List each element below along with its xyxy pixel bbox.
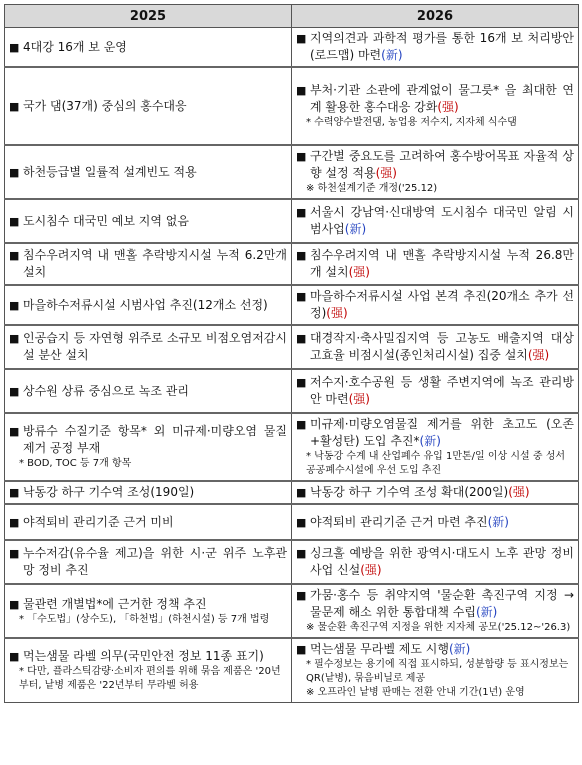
bullet-icon: ■ <box>296 150 307 163</box>
item-line <box>296 587 574 621</box>
footnote: * 낙동강 수계 내 산업폐수 유입 1만톤/일 이상 시설 중 성서공공폐수시설에 우선 도입 추진 <box>306 451 566 476</box>
item-line <box>296 545 574 579</box>
table-row <box>5 638 579 703</box>
item-main-text: 상수원 상류 중심으로 녹조 관리 <box>23 383 189 398</box>
item-main-text: 부처·기관 소관에 관계없이 물그릇* 을 최대한 연계 활용한 홍수대응 강화 <box>310 83 574 114</box>
new-tag: (新) <box>475 605 498 619</box>
table-row <box>5 413 579 481</box>
item-line <box>9 39 287 56</box>
cell-2025 <box>5 504 292 540</box>
cell-2025 <box>5 145 292 199</box>
item-line <box>9 213 287 230</box>
bullet-icon: ■ <box>296 589 307 602</box>
bullet-icon: ■ <box>296 547 307 560</box>
item-main-text: 인공습지 등 자연형 위주로 소규모 비점오염저감시설 분산 설치 <box>23 331 287 362</box>
cell-2025 <box>5 199 292 243</box>
item-main-text: 저수지·호수공원 등 생활 주변지역에 녹조 관리방안 마련 <box>310 375 574 406</box>
new-tag: (新) <box>448 642 471 656</box>
bullet-icon: ■ <box>9 425 20 438</box>
item-text <box>23 297 287 314</box>
cell-2025 <box>5 584 292 638</box>
policy-comparison-table <box>4 4 579 703</box>
strengthen-tag: (强) <box>348 265 370 279</box>
cell-2026 <box>292 413 579 481</box>
footnote: * BOD, TOC 등 7개 항목 <box>19 458 132 469</box>
item-main-text: 방류수 수질기준 항목* 외 미규제·미량오염 물질 제거 공정 부재 <box>23 424 287 455</box>
footnote: * 필수정보는 용기에 직접 표시하되, 성분함량 등 표시정보는 QR(낱병), 묶음비닐로 제공 <box>306 659 569 684</box>
strengthen-tag: (强) <box>326 306 348 320</box>
item-main-text: 서울시 강남역·신대방역 도시침수 대국민 알림 시범사업 <box>310 205 574 236</box>
item-main-text: 국가 댐(37개) 중심의 홍수대응 <box>23 98 187 113</box>
item-line <box>296 30 574 64</box>
item-text <box>310 641 574 658</box>
item-line <box>9 648 287 665</box>
cell-2025 <box>5 540 292 584</box>
item-line <box>9 514 287 531</box>
item-main-text: 야적퇴비 관리기준 근거 미비 <box>23 514 174 529</box>
bullet-icon: ■ <box>296 515 307 529</box>
cell-2026 <box>292 325 579 369</box>
item-line <box>296 204 574 238</box>
cell-2026 <box>292 584 579 638</box>
cell-2026 <box>292 540 579 584</box>
cell-2026 <box>292 504 579 540</box>
cell-2026 <box>292 67 579 145</box>
header-2026: 2026 <box>292 5 579 28</box>
bullet-icon: ■ <box>296 486 307 499</box>
cell-2026 <box>292 638 579 703</box>
item-text <box>23 247 287 281</box>
strengthen-tag: (强) <box>348 392 370 406</box>
cell-2025 <box>5 28 292 68</box>
bullet-icon: ■ <box>296 290 307 303</box>
item-text <box>310 374 574 408</box>
strengthen-tag: (强) <box>375 166 397 180</box>
item-main-text: 먹는샘물 라벨 의무(국민안전 정보 11종 표기) <box>23 649 264 663</box>
item-line <box>296 330 574 364</box>
footnote: ※ 물순환 촉진구역 지정을 위한 지자체 공모('25.12~'26.3) <box>306 622 571 633</box>
item-main-text: 마을하수저류시설 사업 본격 추진(20개소 추가 선정) <box>310 289 574 320</box>
footnote: ※ 하천설계기준 개정('25.12) <box>306 183 438 194</box>
item-text <box>310 288 574 322</box>
bullet-icon: ■ <box>296 249 307 262</box>
item-main-text: 먹는샘물 무라벨 제도 시행 <box>310 642 449 656</box>
table-row <box>5 199 579 243</box>
item-text <box>23 39 287 56</box>
item-text <box>23 330 287 364</box>
bullet-icon: ■ <box>296 643 307 656</box>
item-main-text: 침수우려지역 내 맨홀 추락방지시설 누적 6.2만개 설치 <box>23 248 287 279</box>
strengthen-tag: (强) <box>527 348 550 362</box>
item-line <box>9 297 287 314</box>
item-line <box>9 330 287 364</box>
table-row <box>5 504 579 540</box>
bullet-icon: ■ <box>9 384 20 398</box>
table-row <box>5 584 579 638</box>
item-text <box>23 164 287 181</box>
item-main-text: 낙동강 하구 기수역 조성 확대(200일) <box>310 485 509 499</box>
table-row <box>5 325 579 369</box>
item-line <box>9 484 287 501</box>
cell-2026 <box>292 369 579 413</box>
item-line <box>296 416 574 450</box>
table-row <box>5 67 579 145</box>
item-text <box>310 330 574 364</box>
bullet-icon: ■ <box>9 40 20 54</box>
item-text <box>23 596 287 613</box>
table-row <box>5 540 579 584</box>
item-main-text: 구간별 중요도를 고려하여 홍수방어목표 자율적 상향 설정 적용 <box>310 149 574 180</box>
footnote: * 다만, 플라스틱감량·소비자 편의를 위해 묶음 제품은 '20년부터, 낱병 제품은 '22년부터 무라벨 허용 <box>19 666 281 691</box>
table-row <box>5 243 579 285</box>
item-main-text: 지역의견과 과학적 평가를 통한 16개 보 처리방안(로드맵) 마련 <box>310 31 574 62</box>
bullet-icon: ■ <box>9 332 20 345</box>
new-tag: (新) <box>419 434 441 448</box>
footnote: ※ 오프라인 낱병 판매는 전환 안내 기간(1년) 운영 <box>306 687 525 698</box>
item-main-text: 도시침수 대국민 예보 지역 없음 <box>23 213 189 228</box>
item-line <box>9 247 287 281</box>
cell-2026 <box>292 145 579 199</box>
cell-2026 <box>292 285 579 325</box>
item-text <box>310 247 574 281</box>
item-main-text: 야적퇴비 관리기준 근거 마련 추진 <box>310 514 488 529</box>
item-line <box>9 98 287 115</box>
item-text <box>23 648 287 665</box>
item-text <box>23 545 287 579</box>
footnote: * 「수도법」(상수도), 「하천법」(하천시설) 등 7개 법령 <box>19 613 270 625</box>
item-main-text: 4대강 16개 보 운영 <box>23 39 127 54</box>
bullet-icon: ■ <box>9 99 20 113</box>
header-2025: 2025 <box>5 5 292 28</box>
item-text <box>23 383 287 400</box>
item-text <box>23 98 287 115</box>
strengthen-tag: (强) <box>437 100 459 114</box>
item-text <box>310 204 574 238</box>
item-text <box>310 416 574 450</box>
bullet-icon: ■ <box>9 249 20 262</box>
item-main-text: 미규제·미량오염물질 제거를 위한 초고도 (오존+활성탄) 도입 추진* <box>310 417 574 448</box>
cell-2026 <box>292 243 579 285</box>
item-text <box>310 587 574 621</box>
item-main-text: 누수저감(유수율 제고)을 위한 시·군 위주 노후관망 정비 추진 <box>23 546 287 577</box>
strengthen-tag: (强) <box>360 563 382 577</box>
item-main-text: 가뭄·홍수 등 취약지역 '물순환 촉진구역 지정 → 물문제 해소 위한 통합대책 수립 <box>310 588 574 619</box>
bullet-icon: ■ <box>9 597 20 611</box>
item-main-text: 대경작지·축사밀집지역 등 고농도 배출지역 대상 고효율 비점시설(종인처리시설) 집중 설치 <box>310 331 574 362</box>
item-main-text: 낙동강 하구 기수역 조성(190일) <box>23 485 195 499</box>
item-line <box>296 484 574 501</box>
item-text <box>310 148 574 182</box>
cell-2025 <box>5 325 292 369</box>
strengthen-tag: (强) <box>508 485 530 499</box>
table-row <box>5 481 579 504</box>
comparison-table-container <box>4 4 578 703</box>
table-header-row <box>5 5 579 28</box>
bullet-icon: ■ <box>9 486 20 499</box>
new-tag: (新) <box>344 222 367 236</box>
cell-2025 <box>5 285 292 325</box>
table-row <box>5 145 579 199</box>
table-row <box>5 285 579 325</box>
item-line <box>9 596 287 613</box>
item-main-text: 하천등급별 일률적 설계빈도 적용 <box>23 164 197 179</box>
table-row <box>5 28 579 68</box>
bullet-icon: ■ <box>9 298 20 312</box>
item-line <box>296 641 574 658</box>
footnote: * 수력양수발전댐, 농업용 저수지, 지자체 식수댐 <box>306 117 517 128</box>
item-line <box>9 423 287 457</box>
item-text <box>23 484 287 501</box>
bullet-icon: ■ <box>9 650 20 663</box>
cell-2025 <box>5 243 292 285</box>
item-line <box>296 374 574 408</box>
cell-2025 <box>5 481 292 504</box>
item-line <box>296 514 574 531</box>
bullet-icon: ■ <box>9 515 20 529</box>
item-text <box>23 423 287 457</box>
bullet-icon: ■ <box>9 165 20 179</box>
item-text <box>310 514 574 531</box>
item-main-text: 마을하수저류시설 시범사업 추진(12개소 선정) <box>23 297 268 312</box>
item-text <box>23 514 287 531</box>
table-row <box>5 369 579 413</box>
cell-2026 <box>292 199 579 243</box>
item-text <box>310 82 574 116</box>
bullet-icon: ■ <box>296 84 307 97</box>
bullet-icon: ■ <box>296 418 307 431</box>
item-line <box>9 383 287 400</box>
new-tag: (新) <box>487 514 509 529</box>
item-line <box>296 288 574 322</box>
cell-2025 <box>5 369 292 413</box>
item-main-text: 싱크홀 예방을 위한 광역시·대도시 노후 관망 정비사업 신설 <box>310 546 574 577</box>
new-tag: (新) <box>381 48 403 62</box>
bullet-icon: ■ <box>296 332 307 345</box>
bullet-icon: ■ <box>296 376 307 389</box>
item-text <box>310 30 574 64</box>
bullet-icon: ■ <box>9 547 20 560</box>
bullet-icon: ■ <box>296 206 307 219</box>
item-text <box>23 213 287 230</box>
bullet-icon: ■ <box>296 32 307 45</box>
bullet-icon: ■ <box>9 214 20 228</box>
cell-2026 <box>292 28 579 68</box>
item-text <box>310 484 574 501</box>
item-line <box>296 148 574 182</box>
item-main-text: 침수우려지역 내 맨홀 추락방지시설 누적 26.8만개 설치 <box>310 248 574 279</box>
item-main-text: 물관련 개별법*에 근거한 정책 추진 <box>23 596 207 611</box>
item-line <box>9 164 287 181</box>
item-line <box>9 545 287 579</box>
item-text <box>310 545 574 579</box>
cell-2025 <box>5 638 292 703</box>
cell-2025 <box>5 413 292 481</box>
item-line <box>296 82 574 116</box>
item-line <box>296 247 574 281</box>
cell-2025 <box>5 67 292 145</box>
cell-2026 <box>292 481 579 504</box>
